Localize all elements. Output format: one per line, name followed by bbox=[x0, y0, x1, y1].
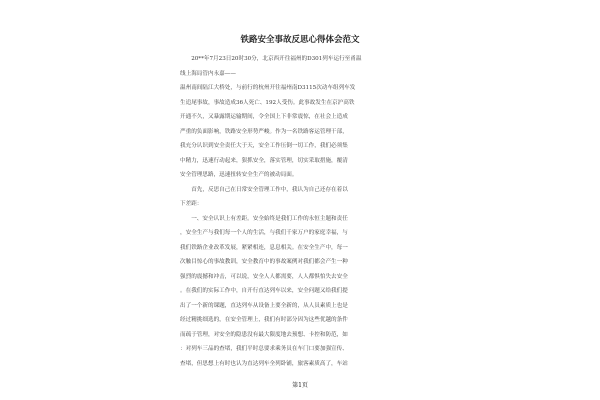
body-line: 安全管理思路，迅速扭转安全生产的被动局面。 bbox=[180, 172, 298, 178]
body-line: 次触目惊心的事故教训，安全教育中的事故案例对我们都会产生一种 bbox=[180, 259, 348, 265]
body-line: 首先，反思自己在日常安全管理工作中，我认为自己还存在着以 bbox=[180, 186, 348, 193]
document-body bbox=[180, 52, 424, 371]
body-line: 查堵，但思想上有时也认为直达列车全列卧铺，旅客素质高了，车站 bbox=[180, 360, 348, 367]
page-number: 第1页 bbox=[292, 382, 308, 389]
body-line: 我们铁路企业改革发展，紧紧相连，息息相关。在安全生产中，每一 bbox=[180, 244, 348, 251]
body-line: 而疏于管理，对安全的隐患没有最大限度地去预想、卡控和防范，如 bbox=[180, 331, 348, 338]
body-line: 生追尾事故，事故造成36人死亡、192人受伤。此事故发生在京沪高铁 bbox=[180, 99, 355, 106]
body-line: 开通不久，又暴露期运输期间，令全国上下非常震惊，在社会上造成 bbox=[180, 114, 348, 120]
body-line: 经过精挑细选的，在安全管理上，我们有时部分因为这些优越的条件 bbox=[180, 317, 348, 323]
document-title: 铁路安全事故反思心得体会范文 bbox=[240, 35, 360, 45]
body-line: 一、安全认识上有差距。安全始终是我们工作的永恒主题和责任 bbox=[180, 215, 348, 222]
body-line: 下差距： bbox=[180, 201, 203, 207]
body-line: 中精力，迅速行动起来，狠抓安全，落实管理，切实采取措施，覆清 bbox=[180, 157, 348, 164]
body-line: 出了一个新的课题，直达列车从设备上要全新的，从人员素质上也是 bbox=[180, 302, 348, 309]
body-line: 温州南间陆江大桥处，与前行的杭州开往福州南D3115次动车组列车发 bbox=[180, 85, 356, 91]
body-line: 20**年7月23日20时30分，北京西开往福州的D301列车运行至甬温 bbox=[180, 56, 362, 62]
body-line: 。在我们的实际工作中，自开行直达列车以来，安全问题又给我们提 bbox=[180, 288, 348, 294]
body-line: ，安全生产与我们每一个人的生活，与我们千家万户的家庭幸福，与 bbox=[180, 230, 348, 236]
body-line: 严重的负面影响，铁路安全形势严峻。作为一名铁路客运管理干部， bbox=[180, 128, 348, 135]
body-line: 强烈的震撼和冲击，可以说，安全人人都需要，人人都惧怕失去安全 bbox=[180, 273, 348, 280]
body-line: 线上海局管内永嘉—— bbox=[180, 70, 236, 77]
body-line: 我充分认识到安全责任大于天，安全工作压倒一切工作，我们必须集 bbox=[180, 143, 348, 149]
body-line: ：对列车三品的查堵，我们平时总要求乘务员在车门口要加强宣传、 bbox=[180, 346, 348, 352]
